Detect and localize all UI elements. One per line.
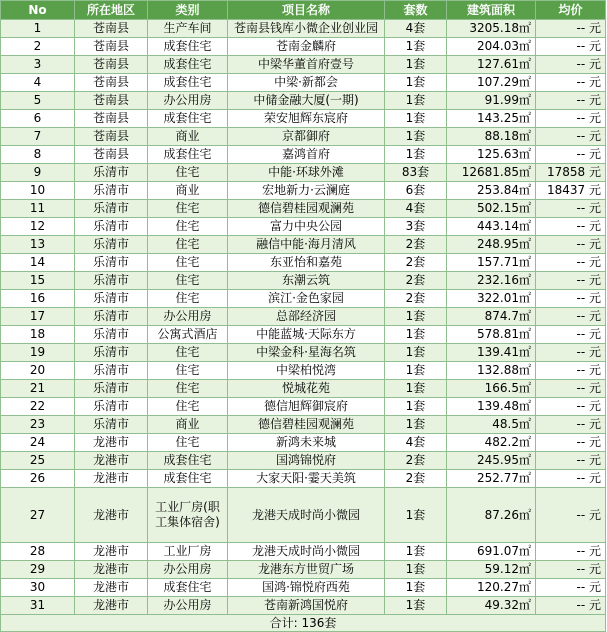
cell-area: 107.29㎡ — [447, 74, 536, 92]
cell-price: -- 元 — [536, 254, 606, 272]
cell-units: 1套 — [385, 579, 447, 597]
cell-category: 成套住宅 — [148, 470, 228, 488]
cell-category: 成套住宅 — [148, 110, 228, 128]
cell-units: 4套 — [385, 20, 447, 38]
cell-area: 49.32㎡ — [447, 597, 536, 615]
cell-project: 悦城花苑 — [228, 380, 385, 398]
cell-area: 127.61㎡ — [447, 56, 536, 74]
cell-region: 乐清市 — [75, 236, 148, 254]
cell-price: -- 元 — [536, 362, 606, 380]
cell-area: 12681.85㎡ — [447, 164, 536, 182]
cell-project: 中梁柏悦湾 — [228, 362, 385, 380]
header-row — [1, 1, 606, 20]
cell-no: 22 — [1, 398, 75, 416]
cell-no: 10 — [1, 182, 75, 200]
cell-project: 中梁·新都会 — [228, 74, 385, 92]
cell-region: 苍南县 — [75, 92, 148, 110]
cell-no: 11 — [1, 200, 75, 218]
cell-project: 东潮云筑 — [228, 272, 385, 290]
cell-units: 1套 — [385, 488, 447, 543]
cell-units: 1套 — [385, 110, 447, 128]
cell-no: 8 — [1, 146, 75, 164]
cell-category: 住宅 — [148, 164, 228, 182]
cell-project: 东亚怡和嘉苑 — [228, 254, 385, 272]
cell-region: 乐清市 — [75, 308, 148, 326]
cell-project: 苍南金麟府 — [228, 38, 385, 56]
cell-region: 乐清市 — [75, 164, 148, 182]
cell-area: 143.25㎡ — [447, 110, 536, 128]
cell-no: 24 — [1, 434, 75, 452]
cell-price: -- 元 — [536, 20, 606, 38]
cell-category: 商业 — [148, 128, 228, 146]
cell-no: 9 — [1, 164, 75, 182]
cell-price: -- 元 — [536, 470, 606, 488]
table-row — [1, 20, 606, 38]
cell-price: -- 元 — [536, 92, 606, 110]
cell-units: 1套 — [385, 38, 447, 56]
cell-area: 874.7㎡ — [447, 308, 536, 326]
cell-price: -- 元 — [536, 488, 606, 543]
cell-project: 国鸿锦悦府 — [228, 452, 385, 470]
cell-category: 住宅 — [148, 362, 228, 380]
cell-area: 139.41㎡ — [447, 344, 536, 362]
table-row — [1, 254, 606, 272]
table-row — [1, 308, 606, 326]
cell-category: 工业厂房 — [148, 543, 228, 561]
cell-units: 1套 — [385, 128, 447, 146]
table-row — [1, 128, 606, 146]
cell-category: 成套住宅 — [148, 146, 228, 164]
cell-category: 住宅 — [148, 380, 228, 398]
table-row — [1, 452, 606, 470]
cell-units: 1套 — [385, 380, 447, 398]
cell-category: 办公用房 — [148, 561, 228, 579]
cell-units: 1套 — [385, 146, 447, 164]
cell-region: 苍南县 — [75, 74, 148, 92]
cell-region: 乐清市 — [75, 416, 148, 434]
cell-units: 6套 — [385, 182, 447, 200]
cell-no: 13 — [1, 236, 75, 254]
table-row — [1, 434, 606, 452]
cell-units: 2套 — [385, 272, 447, 290]
cell-units: 1套 — [385, 416, 447, 434]
cell-no: 7 — [1, 128, 75, 146]
cell-price: -- 元 — [536, 452, 606, 470]
header-units: 套数 — [385, 1, 447, 20]
cell-no: 3 — [1, 56, 75, 74]
cell-units: 2套 — [385, 290, 447, 308]
cell-category: 商业 — [148, 416, 228, 434]
cell-area: 322.01㎡ — [447, 290, 536, 308]
cell-price: -- 元 — [536, 236, 606, 254]
cell-area: 125.63㎡ — [447, 146, 536, 164]
cell-project: 大家天阳·霎天美筑 — [228, 470, 385, 488]
cell-project: 龙港天成时尚小微园 — [228, 488, 385, 543]
cell-category: 成套住宅 — [148, 38, 228, 56]
cell-category: 住宅 — [148, 200, 228, 218]
cell-area: 157.71㎡ — [447, 254, 536, 272]
table-row — [1, 38, 606, 56]
cell-project: 龙港天成时尚小微园 — [228, 543, 385, 561]
cell-project: 德信碧桂园观澜苑 — [228, 200, 385, 218]
cell-region: 苍南县 — [75, 56, 148, 74]
cell-no: 4 — [1, 74, 75, 92]
cell-units: 1套 — [385, 56, 447, 74]
cell-category: 公寓式酒店 — [148, 326, 228, 344]
cell-units: 1套 — [385, 92, 447, 110]
cell-region: 苍南县 — [75, 38, 148, 56]
cell-no: 29 — [1, 561, 75, 579]
cell-area: 443.14㎡ — [447, 218, 536, 236]
cell-category: 办公用房 — [148, 92, 228, 110]
cell-area: 139.48㎡ — [447, 398, 536, 416]
cell-region: 龙港市 — [75, 561, 148, 579]
table-row — [1, 146, 606, 164]
cell-project: 德信旭辉御宸府 — [228, 398, 385, 416]
cell-price: -- 元 — [536, 290, 606, 308]
cell-no: 17 — [1, 308, 75, 326]
cell-area: 482.2㎡ — [447, 434, 536, 452]
table-row — [1, 398, 606, 416]
cell-units: 1套 — [385, 398, 447, 416]
cell-category: 住宅 — [148, 272, 228, 290]
cell-category: 工业厂房(职工集体宿舍) — [148, 488, 228, 543]
cell-price: -- 元 — [536, 344, 606, 362]
cell-price: -- 元 — [536, 56, 606, 74]
cell-project: 荣安旭辉东宸府 — [228, 110, 385, 128]
cell-units: 4套 — [385, 434, 447, 452]
table-row — [1, 561, 606, 579]
table-row — [1, 380, 606, 398]
cell-project: 苍南县钱库小微企业创业园 — [228, 20, 385, 38]
cell-units: 2套 — [385, 236, 447, 254]
cell-no: 15 — [1, 272, 75, 290]
cell-units: 1套 — [385, 344, 447, 362]
cell-price: -- 元 — [536, 74, 606, 92]
cell-units: 1套 — [385, 543, 447, 561]
table-row — [1, 416, 606, 434]
cell-category: 商业 — [148, 182, 228, 200]
cell-area: 132.88㎡ — [447, 362, 536, 380]
cell-project: 龙港东方世贸广场 — [228, 561, 385, 579]
cell-units: 4套 — [385, 200, 447, 218]
table-row — [1, 326, 606, 344]
cell-project: 新鸿未来城 — [228, 434, 385, 452]
cell-price: -- 元 — [536, 110, 606, 128]
cell-units: 2套 — [385, 452, 447, 470]
cell-price: -- 元 — [536, 597, 606, 615]
cell-region: 乐清市 — [75, 380, 148, 398]
cell-price: -- 元 — [536, 218, 606, 236]
cell-category: 住宅 — [148, 236, 228, 254]
cell-units: 1套 — [385, 308, 447, 326]
cell-price: -- 元 — [536, 579, 606, 597]
cell-area: 245.95㎡ — [447, 452, 536, 470]
cell-no: 21 — [1, 380, 75, 398]
cell-price: -- 元 — [536, 398, 606, 416]
cell-region: 乐清市 — [75, 218, 148, 236]
cell-project: 中梁华董首府壹号 — [228, 56, 385, 74]
cell-price: -- 元 — [536, 561, 606, 579]
cell-category: 成套住宅 — [148, 579, 228, 597]
table-row — [1, 470, 606, 488]
cell-region: 乐清市 — [75, 398, 148, 416]
cell-region: 苍南县 — [75, 110, 148, 128]
cell-category: 住宅 — [148, 254, 228, 272]
cell-area: 253.84㎡ — [447, 182, 536, 200]
cell-region: 苍南县 — [75, 20, 148, 38]
cell-units: 1套 — [385, 561, 447, 579]
cell-area: 88.18㎡ — [447, 128, 536, 146]
cell-area: 578.81㎡ — [447, 326, 536, 344]
cell-area: 48.5㎡ — [447, 416, 536, 434]
cell-project: 融信中能·海月清风 — [228, 236, 385, 254]
cell-units: 3套 — [385, 218, 447, 236]
cell-area: 248.95㎡ — [447, 236, 536, 254]
cell-region: 龙港市 — [75, 470, 148, 488]
cell-price: -- 元 — [536, 128, 606, 146]
cell-category: 成套住宅 — [148, 56, 228, 74]
cell-region: 乐清市 — [75, 272, 148, 290]
cell-no: 23 — [1, 416, 75, 434]
cell-no: 14 — [1, 254, 75, 272]
table-row — [1, 56, 606, 74]
cell-region: 龙港市 — [75, 452, 148, 470]
cell-price: -- 元 — [536, 38, 606, 56]
table-row — [1, 362, 606, 380]
table-row — [1, 236, 606, 254]
cell-region: 乐清市 — [75, 254, 148, 272]
cell-category: 住宅 — [148, 218, 228, 236]
cell-region: 乐清市 — [75, 200, 148, 218]
cell-area: 502.15㎡ — [447, 200, 536, 218]
table-row — [1, 164, 606, 182]
cell-units: 2套 — [385, 254, 447, 272]
cell-price: -- 元 — [536, 416, 606, 434]
cell-region: 龙港市 — [75, 488, 148, 543]
cell-project: 滨江·金色家园 — [228, 290, 385, 308]
cell-project: 中储金融大厦(一期) — [228, 92, 385, 110]
cell-units: 83套 — [385, 164, 447, 182]
cell-project: 京都御府 — [228, 128, 385, 146]
cell-area: 91.99㎡ — [447, 92, 536, 110]
cell-no: 31 — [1, 597, 75, 615]
header-category: 类别 — [148, 1, 228, 20]
cell-units: 1套 — [385, 74, 447, 92]
cell-units: 1套 — [385, 362, 447, 380]
cell-region: 乐清市 — [75, 362, 148, 380]
cell-category: 办公用房 — [148, 597, 228, 615]
cell-no: 19 — [1, 344, 75, 362]
cell-category: 住宅 — [148, 290, 228, 308]
cell-area: 166.5㎡ — [447, 380, 536, 398]
cell-price: -- 元 — [536, 380, 606, 398]
cell-project: 德信碧桂园观澜苑 — [228, 416, 385, 434]
cell-units: 1套 — [385, 326, 447, 344]
table-body — [1, 20, 606, 615]
cell-area: 3205.18㎡ — [447, 20, 536, 38]
table-row — [1, 74, 606, 92]
cell-price: -- 元 — [536, 308, 606, 326]
cell-area: 120.27㎡ — [447, 579, 536, 597]
table-row — [1, 543, 606, 561]
cell-region: 龙港市 — [75, 597, 148, 615]
cell-area: 252.77㎡ — [447, 470, 536, 488]
table-row — [1, 200, 606, 218]
cell-price: 17858 元 — [536, 164, 606, 182]
cell-units: 2套 — [385, 470, 447, 488]
cell-no: 2 — [1, 38, 75, 56]
header-area: 建筑面积 — [447, 1, 536, 20]
total-label: 合计: 136套 — [1, 615, 606, 632]
cell-category: 成套住宅 — [148, 452, 228, 470]
cell-region: 龙港市 — [75, 543, 148, 561]
cell-region: 龙港市 — [75, 579, 148, 597]
cell-category: 住宅 — [148, 398, 228, 416]
cell-project: 宏地新力·云澜庭 — [228, 182, 385, 200]
cell-region: 苍南县 — [75, 128, 148, 146]
header-region: 所在地区 — [75, 1, 148, 20]
cell-category: 办公用房 — [148, 308, 228, 326]
cell-no: 12 — [1, 218, 75, 236]
cell-price: -- 元 — [536, 200, 606, 218]
cell-region: 乐清市 — [75, 326, 148, 344]
table-row — [1, 290, 606, 308]
header-no: No — [1, 1, 75, 20]
cell-no: 6 — [1, 110, 75, 128]
cell-region: 乐清市 — [75, 182, 148, 200]
cell-project: 富力中央公园 — [228, 218, 385, 236]
cell-no: 5 — [1, 92, 75, 110]
cell-no: 18 — [1, 326, 75, 344]
cell-project: 苍南新鸿国悦府 — [228, 597, 385, 615]
cell-project: 总部经济园 — [228, 308, 385, 326]
table-row — [1, 92, 606, 110]
cell-category: 生产车间 — [148, 20, 228, 38]
cell-region: 乐清市 — [75, 290, 148, 308]
cell-no: 30 — [1, 579, 75, 597]
cell-area: 691.07㎡ — [447, 543, 536, 561]
table-row — [1, 597, 606, 615]
cell-price: -- 元 — [536, 272, 606, 290]
cell-price: 18437 元 — [536, 182, 606, 200]
cell-area: 87.26㎡ — [447, 488, 536, 543]
header-price: 均价 — [536, 1, 606, 20]
cell-region: 龙港市 — [75, 434, 148, 452]
table-row — [1, 488, 606, 543]
cell-no: 1 — [1, 20, 75, 38]
cell-no: 16 — [1, 290, 75, 308]
cell-area: 232.16㎡ — [447, 272, 536, 290]
cell-units: 1套 — [385, 597, 447, 615]
cell-region: 乐清市 — [75, 344, 148, 362]
cell-category: 成套住宅 — [148, 74, 228, 92]
cell-project: 中能·环球外滩 — [228, 164, 385, 182]
table-row — [1, 110, 606, 128]
cell-area: 204.03㎡ — [447, 38, 536, 56]
cell-project: 国鸿·锦悦府西苑 — [228, 579, 385, 597]
table-row — [1, 579, 606, 597]
table-row — [1, 182, 606, 200]
cell-no: 28 — [1, 543, 75, 561]
cell-no: 27 — [1, 488, 75, 543]
cell-price: -- 元 — [536, 146, 606, 164]
cell-category: 住宅 — [148, 344, 228, 362]
table-row — [1, 272, 606, 290]
total-row — [1, 615, 606, 632]
cell-no: 20 — [1, 362, 75, 380]
cell-project: 中梁金科·星海名筑 — [228, 344, 385, 362]
cell-region: 苍南县 — [75, 146, 148, 164]
cell-no: 26 — [1, 470, 75, 488]
cell-category: 住宅 — [148, 434, 228, 452]
table-row — [1, 344, 606, 362]
cell-price: -- 元 — [536, 543, 606, 561]
cell-no: 25 — [1, 452, 75, 470]
table-row — [1, 218, 606, 236]
cell-project: 中能蓝城·天际东方 — [228, 326, 385, 344]
cell-price: -- 元 — [536, 434, 606, 452]
cell-area: 59.12㎡ — [447, 561, 536, 579]
cell-project: 嘉鸿首府 — [228, 146, 385, 164]
header-project: 项目名称 — [228, 1, 385, 20]
cell-price: -- 元 — [536, 326, 606, 344]
